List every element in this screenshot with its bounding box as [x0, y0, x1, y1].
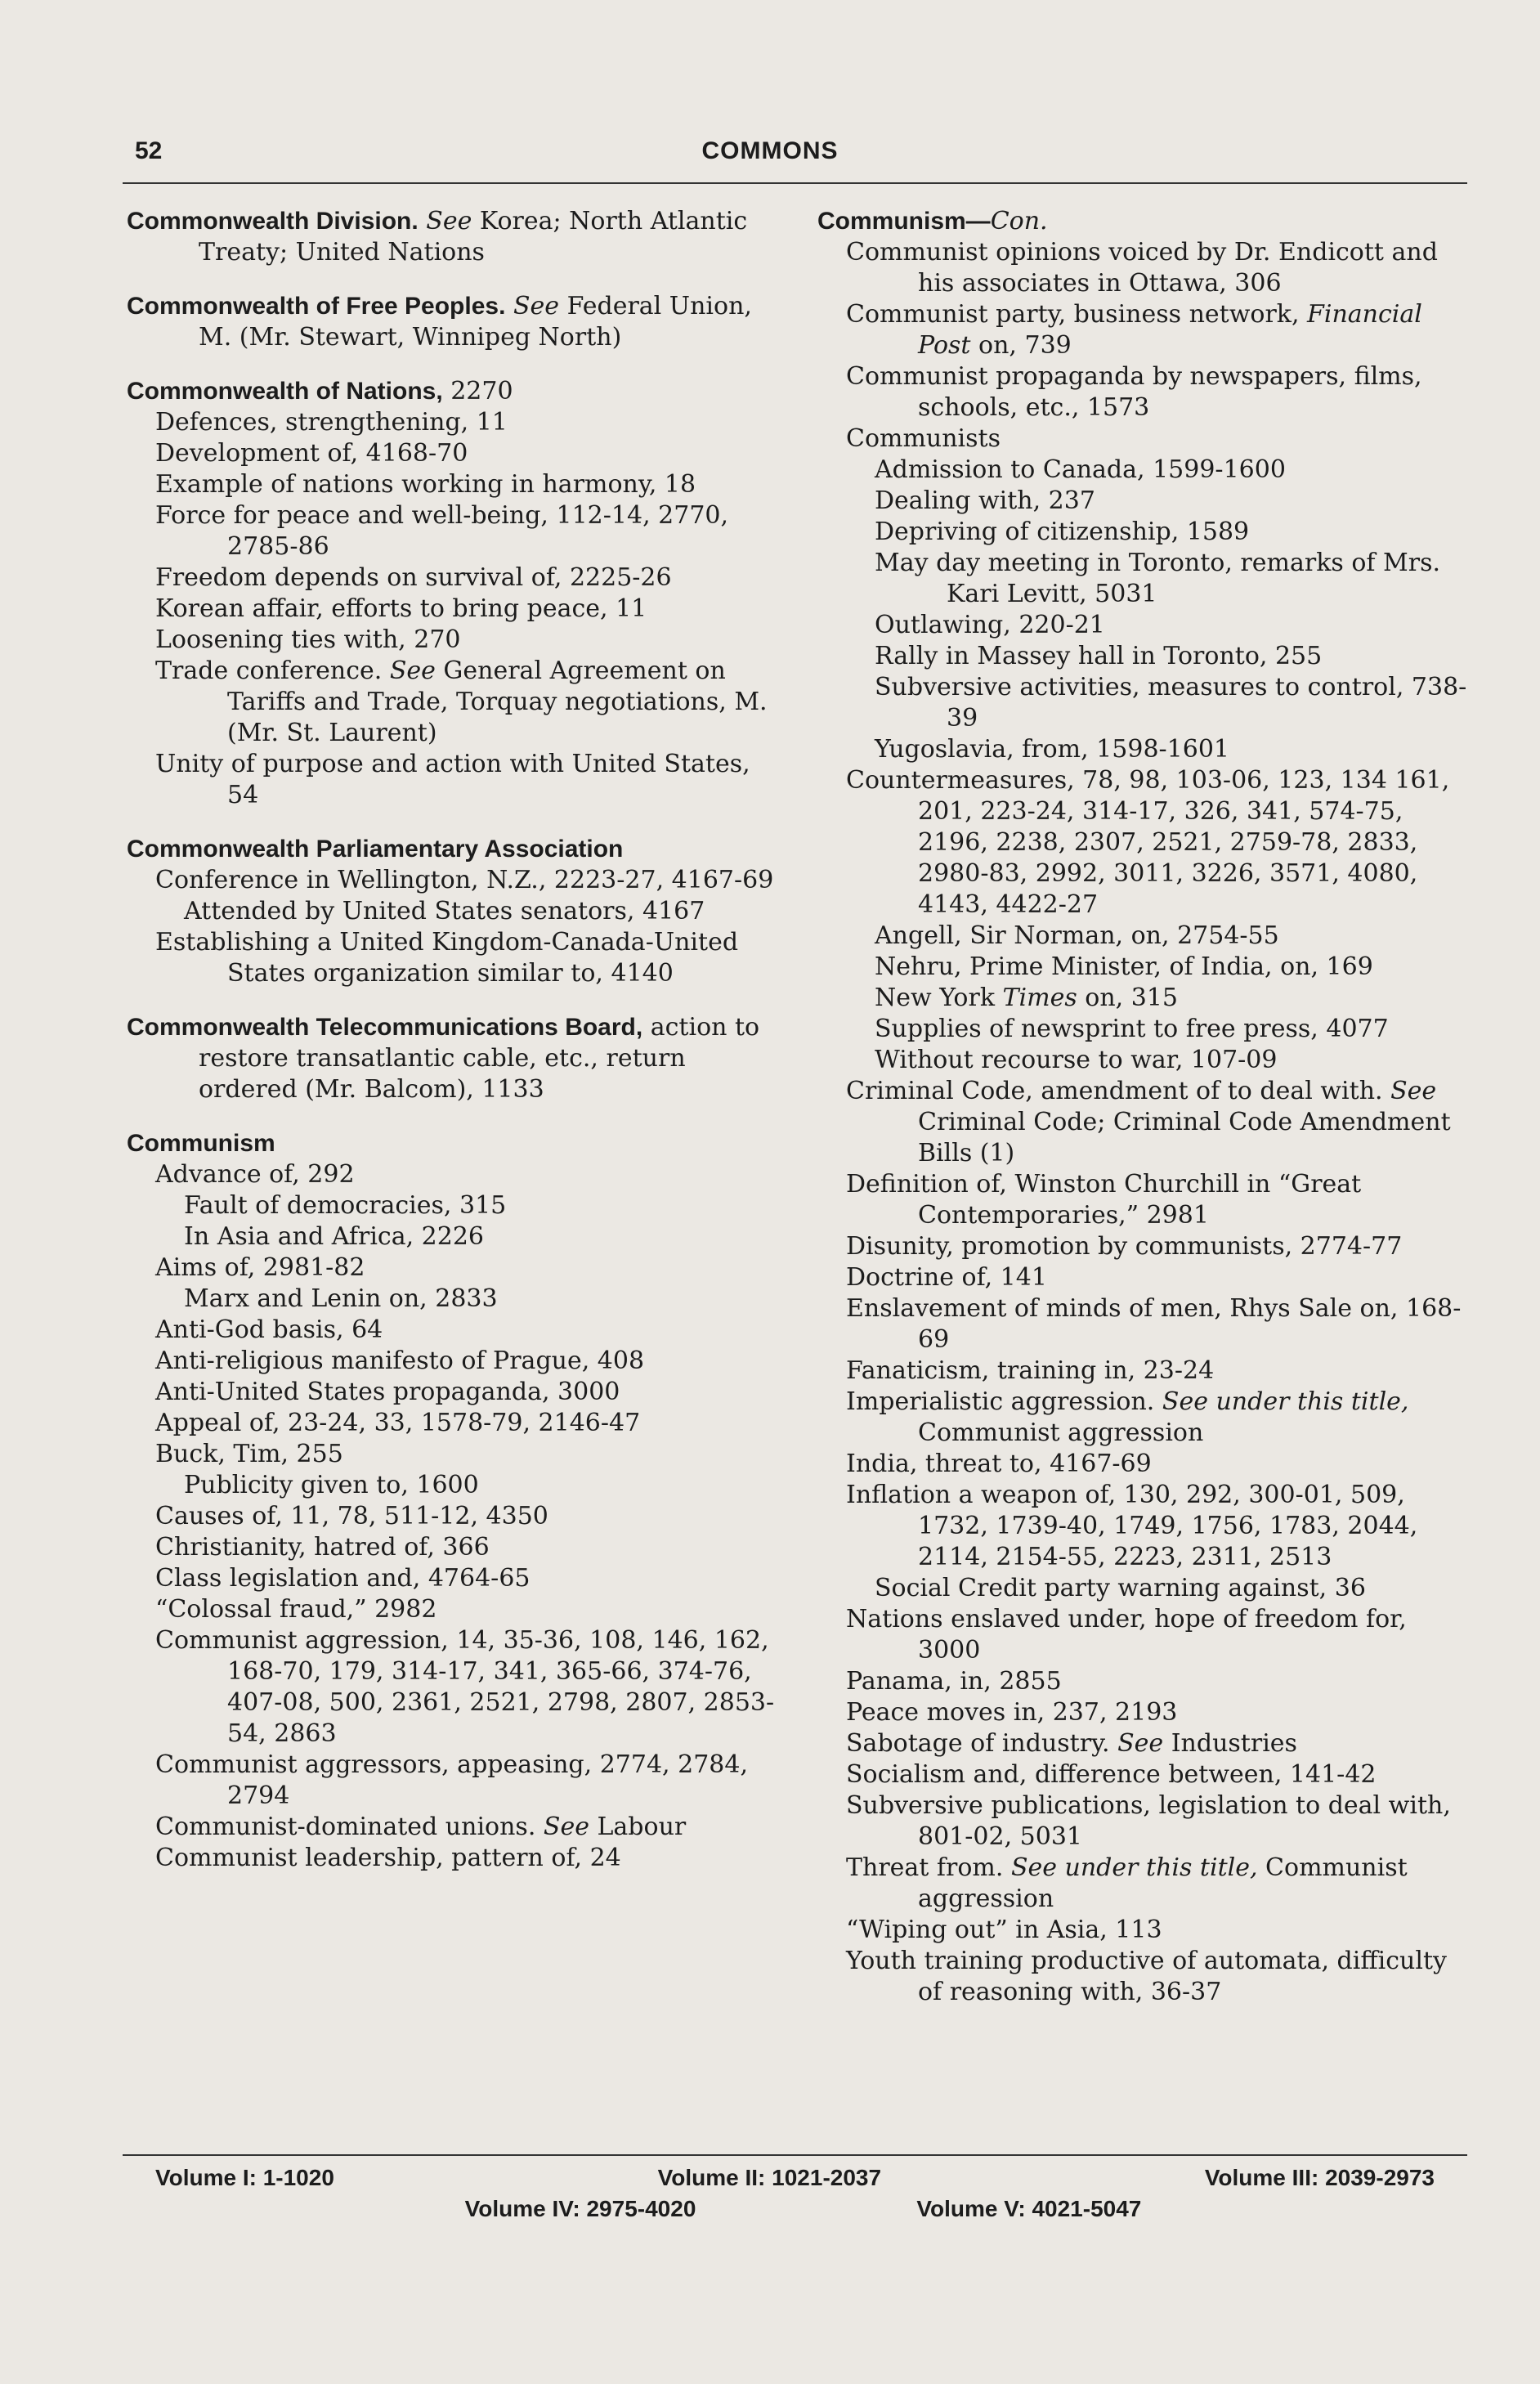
index-heading-entry: [127, 376, 785, 407]
index-subentry: [817, 1946, 1475, 2008]
entry-text: on, 739: [970, 331, 1072, 360]
index-subentry: [817, 1573, 1475, 1604]
index-heading-entry: [127, 206, 785, 268]
italic-text: Con.: [990, 207, 1048, 235]
volume-range: Volume I: 1-1020: [155, 2165, 334, 2190]
entry-text: [419, 207, 427, 235]
italic-text: See under this title,: [1162, 1387, 1409, 1416]
running-head: COMMONS: [701, 137, 839, 164]
entry-text: Rally in Massey hall in Toronto, 255: [875, 642, 1323, 670]
index-subentry: [817, 455, 1475, 486]
italic-text: See: [543, 1813, 589, 1841]
index-subentry: [127, 1190, 785, 1221]
entry-text: Countermeasures, 78, 98, 103-06, 123, 134 161, 201, 223-24, 314-17, 326, 341, 574-75, 2196, 2238, 2307, 2521, 2759-78, 2833, 2980-83, 2992, 3011, 3226, 3571, 4080, 4143, 4422-27: [846, 766, 1450, 919]
index-subentry: [127, 1532, 785, 1563]
entry-text: Admission to Canada, 1599-1600: [875, 455, 1286, 484]
entry-text: action to restore transatlantic cable, etc., return ordered (Mr. Balcom), 1133: [199, 1013, 760, 1104]
index-subentry: [817, 1045, 1475, 1076]
entry-text: Development of, 4168-70: [155, 439, 468, 468]
italic-text: Times: [1002, 984, 1077, 1012]
entry-text: Industries: [1163, 1729, 1297, 1758]
entry-text: Defences, strengthening, 11: [155, 408, 508, 437]
index-subentry: [127, 1470, 785, 1501]
index-subentry: [817, 952, 1475, 983]
index-subentry: [127, 1625, 785, 1750]
volume-footer: [123, 2162, 1467, 2225]
entry-text: Buck, Tim, 255: [155, 1440, 343, 1468]
entry-text: Publicity given to, 1600: [184, 1471, 479, 1499]
entry-text: Attended by United States senators, 4167: [184, 897, 705, 925]
index-subentry: [127, 1159, 785, 1190]
italic-text: See: [1390, 1077, 1437, 1105]
entry-text: Korea; North Atlantic Treaty; United Nations: [199, 207, 748, 267]
entry-text: Class legislation and, 4764-65: [155, 1564, 530, 1593]
entry-text: Without recourse to war, 107-09: [875, 1046, 1278, 1074]
index-subentry: [127, 625, 785, 656]
heading-term: Communism: [127, 1130, 275, 1157]
index-subentry: [127, 1377, 785, 1408]
index-subentry: [127, 1439, 785, 1470]
entry-text: Subversive activities, measures to control, 738-39: [875, 673, 1467, 733]
index-subentry: [127, 594, 785, 625]
index-subentry: [127, 1843, 785, 1874]
index-subentry: [817, 765, 1475, 921]
entry-text: Doctrine of, 141: [846, 1263, 1047, 1292]
entry-text: Socialism and, difference between, 141-42: [846, 1760, 1377, 1789]
entry-text: Nehru, Prime Minister, of India, on, 169: [875, 952, 1373, 981]
index-heading-entry: [127, 834, 785, 865]
index-subentry: [127, 1750, 785, 1812]
entry-text: Criminal Code, amendment of to deal with.: [846, 1077, 1391, 1105]
index-heading-entry: [817, 206, 1475, 237]
index-heading-entry: [127, 291, 785, 353]
index-subentry: [817, 548, 1475, 610]
index-subentry: [127, 438, 785, 469]
index-heading-entry: [127, 1128, 785, 1159]
top-rule: [123, 182, 1467, 184]
entry-text: Trade conference.: [155, 656, 390, 685]
index-subentry: [817, 1387, 1475, 1449]
entry-text: “Wiping out” in Asia, 113: [846, 1916, 1162, 1944]
index-subentry: [127, 1221, 785, 1252]
entry-text: Supplies of newsprint to free press, 4077: [875, 1015, 1389, 1043]
index-subentry: [817, 237, 1475, 299]
entry-text: Force for peace and well-being, 112-14, 2770, 2785-86: [155, 501, 729, 561]
italic-text: See: [389, 656, 436, 685]
entry-text: Depriving of citizenship, 1589: [875, 518, 1250, 546]
index-subentry: [817, 1666, 1475, 1697]
index-subentry: [127, 1284, 785, 1315]
entry-text: Angell, Sir Norman, on, 2754-55: [875, 921, 1279, 950]
entry-text: Anti-God basis, 64: [155, 1315, 383, 1344]
entry-text: General Agreement on Tariffs and Trade, Torquay negotiations, M. (Mr. St. Laurent): [227, 656, 768, 747]
index-subentry: [817, 1169, 1475, 1231]
index-subentry: [817, 1853, 1475, 1915]
index-subentry: [127, 927, 785, 989]
entry-text: Causes of, 11, 78, 511-12, 4350: [155, 1502, 548, 1530]
entry-text: Labour: [589, 1813, 687, 1841]
index-subentry: [817, 921, 1475, 952]
entry-text: Communist party, business network,: [846, 300, 1308, 329]
entry-text: Korean affair, efforts to bring peace, 11: [155, 594, 647, 623]
italic-text: See under this title,: [1010, 1853, 1258, 1882]
entry-text: India, threat to, 4167-69: [846, 1450, 1152, 1478]
entry-text: Communist propaganda by newspapers, films, schools, etc., 1573: [846, 362, 1422, 422]
volume-range: Volume IV: 2975-4020: [464, 2196, 696, 2221]
entry-text: [505, 292, 513, 320]
entry-text: Disunity, promotion by communists, 2774-77: [846, 1232, 1403, 1261]
index-subentry: [817, 1759, 1475, 1790]
entry-text: Example of nations working in harmony, 18: [155, 470, 696, 499]
entry-text: Sabotage of industry.: [846, 1729, 1118, 1758]
entry-text: Appeal of, 23-24, 33, 1578-79, 2146-47: [155, 1409, 641, 1437]
entry-text: Communists: [846, 424, 1001, 453]
index-subentry: [817, 672, 1475, 734]
index-column-left: [127, 206, 785, 1874]
index-subentry: [127, 896, 785, 927]
index-subentry: [817, 1915, 1475, 1946]
entry-text: Communist aggression: [918, 1418, 1204, 1447]
index-subentry: [817, 1728, 1475, 1759]
entry-text: Definition of, Winston Churchill in “Great Contemporaries,” 2981: [846, 1170, 1362, 1230]
index-subentry: [817, 1480, 1475, 1573]
index-subentry: [127, 1563, 785, 1594]
index-subentry: [127, 1346, 785, 1377]
entry-text: Subversive publications, legislation to deal with, 801-02, 5031: [846, 1791, 1451, 1851]
entry-text: In Asia and Africa, 2226: [184, 1222, 485, 1251]
index-subentry: [127, 865, 785, 896]
entry-text: May day meeting in Toronto, remarks of Mrs. Kari Levitt, 5031: [875, 549, 1441, 608]
index-column-right: [817, 206, 1475, 2008]
volume-range: Volume III: 2039-2973: [1204, 2165, 1435, 2190]
volume-range: Volume II: 1021-2037: [657, 2165, 882, 2190]
index-subentry: [817, 1014, 1475, 1045]
entry-text: Anti-United States propaganda, 3000: [155, 1378, 620, 1406]
volume-range: Volume V: 4021-5047: [916, 2196, 1142, 2221]
index-subentry: [127, 407, 785, 438]
entry-text: Advance of, 292: [155, 1160, 355, 1189]
index-subentry: [817, 641, 1475, 672]
entry-text: 2270: [442, 377, 513, 406]
heading-term: Commonwealth of Nations,: [127, 378, 443, 405]
index-subentry: [127, 562, 785, 594]
index-subentry: [127, 500, 785, 562]
entry-text: Criminal Code; Criminal Code Amendment Bills (1): [918, 1108, 1451, 1167]
index-subentry: [817, 1076, 1475, 1169]
index-subentry: [127, 1501, 785, 1532]
entry-text: on, 315: [1077, 984, 1179, 1012]
index-subentry: [817, 734, 1475, 765]
index-heading-entry: [127, 1012, 785, 1105]
entry-text: Inflation a weapon of, 130, 292, 300-01, 509, 1732, 1739-40, 1749, 1756, 1783, 2044, 2114, 2154-55, 2223, 2311, 2513: [846, 1481, 1418, 1571]
index-subentry: [817, 1790, 1475, 1853]
italic-text: Financial Post: [918, 300, 1422, 360]
page-number: 52: [135, 137, 163, 164]
index-subentry: [817, 517, 1475, 548]
entry-text: Fault of democracies, 315: [184, 1191, 507, 1220]
entry-text: Communist aggression: [918, 1853, 1408, 1913]
entry-text: Panama, in, 2855: [846, 1667, 1062, 1696]
heading-term: Commonwealth Parliamentary Association: [127, 836, 624, 863]
index-subentry: [817, 361, 1475, 423]
entry-text: Threat from.: [846, 1853, 1011, 1882]
italic-text: See: [426, 207, 472, 235]
index-subentry: [817, 1449, 1475, 1480]
entry-text: Establishing a United Kingdom-Canada-United States organization similar to, 4140: [155, 928, 739, 988]
entry-text: Christianity, hatred of, 366: [155, 1533, 490, 1562]
entry-text: Communist aggression, 14, 35-36, 108, 146, 162, 168-70, 179, 314-17, 341, 365-66, 374-76, 407-08, 500, 2361, 2521, 2798, 2807, 2853-54, 2863: [155, 1626, 775, 1748]
entry-text: Loosening ties with, 270: [155, 625, 461, 654]
entry-text: Youth training productive of automata, difficulty of reasoning with, 36-37: [846, 1947, 1447, 2006]
index-subentry: [817, 423, 1475, 455]
entry-text: Dealing with, 237: [875, 486, 1095, 515]
italic-text: See: [513, 292, 560, 320]
index-subentry: [127, 469, 785, 500]
heading-term: Communism—: [817, 208, 991, 235]
entry-text: Communist-dominated unions.: [155, 1813, 544, 1841]
entry-text: Unity of purpose and action with United States, 54: [155, 750, 750, 809]
heading-term: Commonwealth of Free Peoples.: [127, 293, 506, 320]
index-subentry: [127, 656, 785, 749]
entry-text: “Colossal fraud,” 2982: [155, 1595, 437, 1624]
italic-text: See: [1117, 1729, 1164, 1758]
bottom-rule: [123, 2154, 1467, 2156]
index-subentry: [817, 610, 1475, 641]
heading-term: Commonwealth Division.: [127, 208, 419, 235]
entry-text: Communist aggressors, appeasing, 2774, 2784, 2794: [155, 1750, 749, 1810]
index-subentry: [127, 1812, 785, 1843]
index-subentry: [127, 749, 785, 811]
index-subentry: [817, 1293, 1475, 1356]
entry-text: Fanaticism, training in, 23-24: [846, 1356, 1215, 1385]
entry-text: Marx and Lenin on, 2833: [184, 1284, 498, 1313]
index-subentry: [817, 1356, 1475, 1387]
index-subentry: [127, 1252, 785, 1284]
entry-text: Communist leadership, pattern of, 24: [155, 1844, 621, 1872]
entry-text: Imperialistic aggression.: [846, 1387, 1162, 1416]
index-subentry: [817, 983, 1475, 1014]
entry-text: Anti-religious manifesto of Prague, 408: [155, 1347, 645, 1375]
index-subentry: [817, 1697, 1475, 1728]
index-subentry: [817, 1604, 1475, 1666]
index-subentry: [817, 1262, 1475, 1293]
entry-text: Federal Union, M. (Mr. Stewart, Winnipeg North): [199, 292, 752, 352]
entry-text: New York: [875, 984, 1003, 1012]
entry-text: Freedom depends on survival of, 2225-26: [155, 563, 672, 592]
index-subentry: [127, 1594, 785, 1625]
entry-text: Social Credit party warning against, 36: [875, 1574, 1366, 1602]
entry-text: Enslavement of minds of men, Rhys Sale on, 168-69: [846, 1294, 1462, 1354]
entry-text: Peace moves in, 237, 2193: [846, 1698, 1178, 1727]
index-subentry: [817, 1231, 1475, 1262]
index-subentry: [817, 486, 1475, 517]
entry-text: Aims of, 2981-82: [155, 1253, 365, 1282]
entry-text: Nations enslaved under, hope of freedom for, 3000: [846, 1605, 1407, 1665]
entry-text: Communist opinions voiced by Dr. Endicott and his associates in Ottawa, 306: [846, 238, 1438, 298]
index-subentry: [127, 1408, 785, 1439]
entry-text: Yugoslavia, from, 1598-1601: [875, 735, 1230, 764]
heading-term: Commonwealth Telecommunications Board,: [127, 1014, 643, 1041]
index-subentry: [817, 299, 1475, 361]
entry-text: Outlawing, 220-21: [875, 611, 1105, 639]
entry-text: Conference in Wellington, N.Z., 2223-27, 4167-69: [155, 866, 774, 894]
index-subentry: [127, 1315, 785, 1346]
